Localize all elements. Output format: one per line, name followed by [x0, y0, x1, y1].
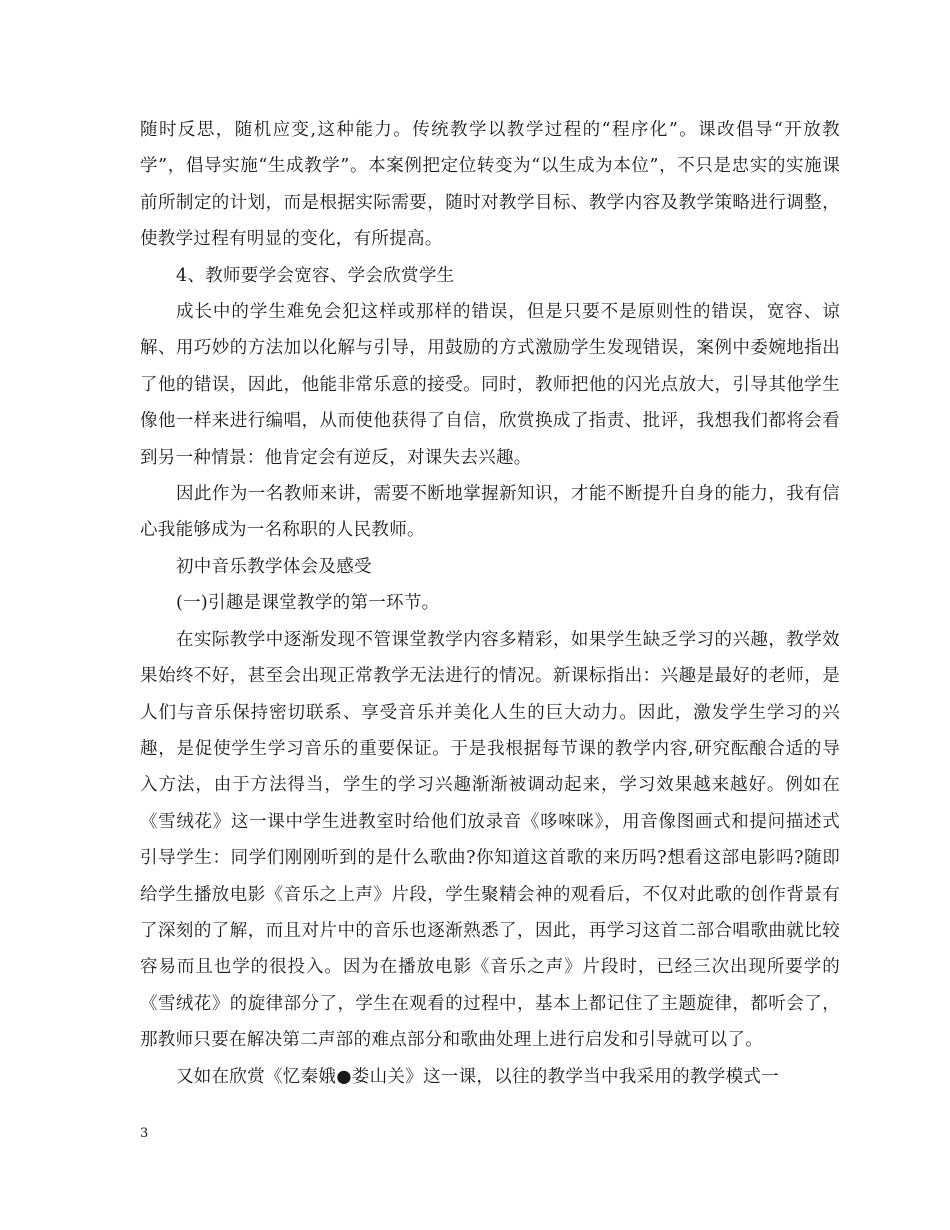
body-text	[140, 112, 840, 1095]
section-heading: 初中音乐教学体会及感受	[176, 556, 372, 577]
paragraph: 成长中的学生难免会犯这样或那样的错误，但是只要不是原则性的错误，宽容、谅解、用巧妙的方法加以化解与引导，用鼓励的方式激励学生发现错误，案例中委婉地指出了他的错误，因此，他能非常乐意的接受。同时，教师把他的闪光点放大，引导其他学生像他一样来进行编唱，从而使他获得了自信，欣赏换成了指责、批评，我想我们都将会看到另一种情景：他肯定会有逆反，对课失去兴趣。	[140, 302, 840, 468]
section-heading: 4、教师要学会宽容、学会欣赏学生	[176, 265, 455, 286]
paragraph: 在实际教学中逐渐发现不管课堂教学内容多精彩，如果学生缺乏学习的兴趣，教学效果始终不好，甚至会出现正常教学无法进行的情况。新课标指出：兴趣是最好的老师，是人们与音乐保持密切联系、享受音乐并美化人生的巨大动力。因此，激发学生学习的兴趣，是促使学生学习音乐的重要保证。于是我根据每节课的教学内容,研究酝酿合适的导入方法，由于方法得当，学生的学习兴趣渐渐被调动起来，学习效果越来越好。例如在《雪绒花》这一课中学生进教室时给他们放录音《哆唻咪》，用音像图画式和提问描述式引导学生：同学们刚刚听到的是什么歌曲?你知道这首歌的来历吗?想看这部电影吗?随即给学生播放电影《音乐之上声》片段，学生聚精会神的观看后，不仅对此歌的创作背景有了深刻的了解，而且对片中的音乐也逐渐熟悉了，因此，再学习这首二部合唱歌曲就比较容易而且也学的很投入。因为在播放电影《音乐之声》片段时，已经三次出现所要学的《雪绒花》的旋律部分了，学生在观看的过程中，基本上都记住了主题旋律，都听会了，那教师只要在解决第二声部的难点部分和歌曲处理上进行启发和引导就可以了。	[140, 629, 840, 1051]
page-number: 3	[140, 1126, 149, 1141]
paragraph: 随时反思，随机应变,这种能力。传统教学以教学过程的“程序化”。课改倡导“开放教学”，倡导实施“生成教学”。本案例把定位转变为“以生成为本位”，不只是忠实的实施课前所制定的计划，而是根据实际需要，随时对教学目标、教学内容及教学策略进行调整，使教学过程有明显的变化，有所提高。	[140, 120, 840, 250]
paragraph: 因此作为一名教师来讲，需要不断地掌握新知识，才能不断提升自身的能力，我有信心我能够成为一名称职的人民教师。	[140, 484, 840, 541]
paragraph: 又如在欣赏《忆秦娥●娄山关》这一课，以往的教学当中我采用的教学模式一	[176, 1066, 779, 1087]
section-heading: (一)引趣是课堂教学的第一环节。	[176, 593, 440, 614]
